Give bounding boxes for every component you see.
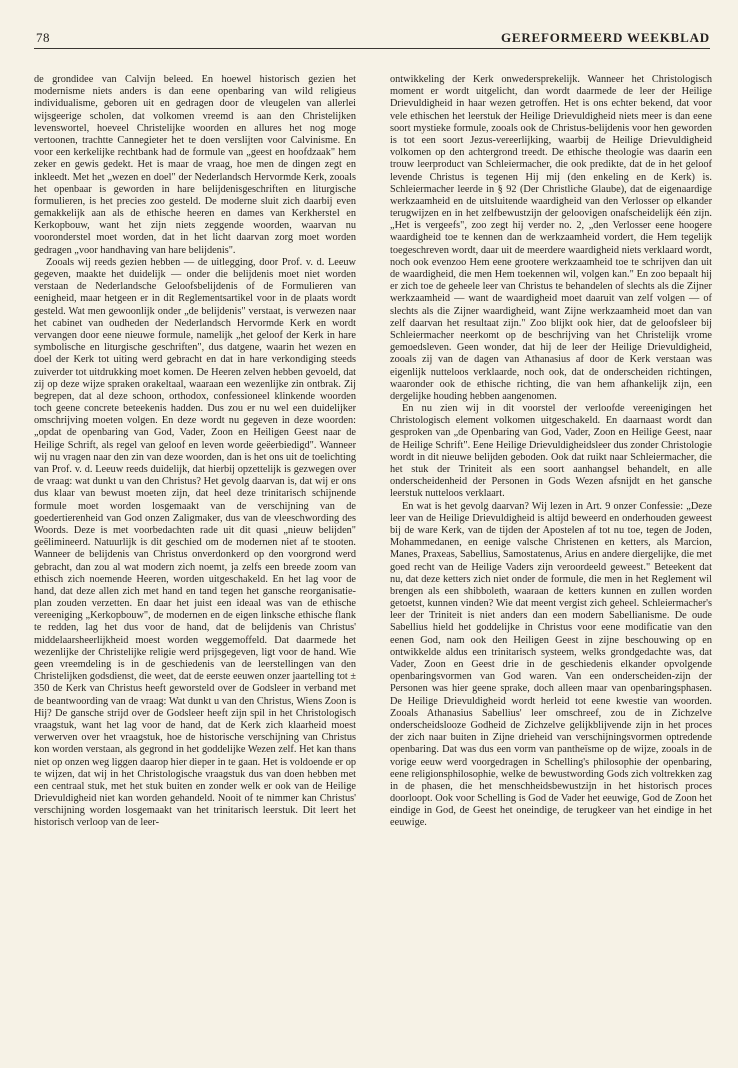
right-paragraph-2: En nu zien wij in dit voorstel der verloofde vereenigingen het Christologisch element volkomen uitgeschakeld. En daarnaast wordt dan gesproken van „de Openbaring van God, Vader, Zoon en Heilige Geest, naar de Heilige Schrift". Eene Heilige Drievuldigheidsleer dus zonder Christologie wordt in dit nieuwe belijden geboden. Ook dat ruikt naar Schleiermacher, die het stuk der Triniteit als een soort aanhangsel behandelt, en alle onderscheidenheid der Personen in Gods Wezen afsnijdt en het gansche leerstuk nutteloos verklaart. [390,403,712,500]
page [34,28,710,1038]
running-head: GEREFORMEERD WEEKBLAD [500,30,710,45]
page-number: 78 [36,30,50,45]
page-header [34,28,710,50]
header-rule [34,48,710,49]
right-column [390,74,712,830]
right-paragraph-1: ontwikkeling der Kerk onwedersprekelijk. Wanneer het Christologisch moment er wordt uitgelicht, dan wordt daarmede de leer der Heilige Drievuldigheid in haar wezen getroffen. Het is ons echter bekend, dat voor vele ethischen het leerstuk der Heilige Drievuldigheid niets meer is dan eene soort mystieke formule, zooals ook de Christus-belijdenis voor hen geworden is tot een soort Jezus-vereerlijking, waarbij de Heilige Drievuldigheid volkomen op den achtergrond treedt. De ethische theologie was daarin een trouw leerproduct van Schleiermacher, die ook predikte, dat de in het geloof levende Christus is tegenen Hij mij (den enkeling en de Kerk) is. Schleiermacher leerde in § 92 (Der Christliche Glaube), dat de eigenaardige werkzaamheid en de uitsluitende waardigheid van den Verlosser op elkander terugwijzen en in het zelfbewustzijn der geloovigen onafscheidelijk één zijn. „Het is vergeefs", zoo zegt hij verder no. 2, „den Verlosser eene hoogere waardigheid toe te kennen dan de werkzaamheid vordert, die Hem tegelijk toegeschreven wordt, daar uit de meerdere waardigheid niets verklaard wordt, noch ook evenzoo Hem eene grootere werkzaamheid toe te schrijven dan uit de waardigheid, die men Hem toekennen wil, volgen kan." En zoo bepaalt hij er zich toe de geheele leer van Christus te behandelen of slechts als die Zijner werkzaamheid — want de waardigheid moet daaruit van zelf volgen — of slechts als die Zijner waardigheid, want Zijne werkzaamheid moet dan van zelf daarvan het resultaat zijn." Zoo blijkt ook hier, dat de geloofsleer bij Schleiermacher neerkomt op de beschrijving van het Christelijk vrome gemoedsleven. Geen wonder, dat hij de leer der Heilige Drievuldigheid, zooals zij van de dagen van Athanasius af door de Kerk verstaan was eigenlijk nutteloos verklaarde, noch ook, dat de onderscheiden richtingen, waaronder ook de ethische richting, die van hem afhankelijk zijn, een dergelijke houding hebben aangenomen. [390,74,712,402]
left-paragraph-1: de grondidee van Calvijn beleed. En hoewel historisch gezien het modernisme niets anders is dan eene openbaring van wild religieus individualisme, geboren uit en gedragen door de vleugelen van allerlei wijsgeerige scholen, dat volkomen vreemd is aan den Christelijken levenswortel, hoeveel Christelijke woorden en allures het nog moge vertoonen, trachtte Cannegieter het te doen verslijten voor Calvinisme. En voor een kerkelijke rechtbank had de formule van „geest en hoofdzaak" hem zeker en gewis gedekt. Het is maar de vraag, hoe men de dingen zegt en inkleedt. Met het „wezen en doel" der Nederlandsch Hervormde Kerk, zooals het openbaar is geworden in hare belijdenisgeschriften en liturgische formulieren, is het precies zoo gesteld. De moderne sluit zich daarbij even gemakkelijk aan als de ethische heeren en dames van Kerkherstel en Kerkopbouw, want het zijn niets zeggende woorden, waarvan nu vooronderstel moet worden, dat in het licht daarvan zorg moet worden gedragen „voor handhaving van hare belijdenis". [34,74,356,256]
left-paragraph-2: Zooals wij reeds gezien hebben — de uitlegging, door Prof. v. d. Leeuw gegeven, maakte het duidelijk — onder die belijdenis moet niet worden verstaan de Nederlandsche Geloofsbelijdenis of de Formulieren van eenigheid, maar hetgeen er in dit Reglementsartikel voor in de plaats wordt gesteld. Wat men gewoonlijk onder „de belijdenis" verstaat, is verwezen naar het cabinet van oudheden der Nederlandsch Hervormde Kerk en wordt vervangen door eene nieuwe formule, namelijk „het geloof der Kerk in hare symbolische en liturgische geschriften", dus datgene, waarin het wezen en doel der Kerk tot uiting werd gebracht en dat in hare verkondiging steeds zuiverder tot uitdrukking moet komen. De Heeren zelven hebben gevoeld, dat zij op deze wijze spraken orakeltaal, waaraan een wezenlijke zin ontbrak. Zij begrepen, dat al deze schoon, orthodox, confessioneel klinkende woorden toch geene concrete beteekenis hadden. Dus zou er nu wel een duidelijker omschrijving moeten volgen. En deze wordt nu gegeven in deze woorden: „opdat de openbaring van God, Vader, Zoon en Heiligen Geest naar de Heilige Schrift, als regel van geloof en leven worde geëerbiedigd". Wanneer wij nu vragen naar den zin van deze woorden, dan is het ons uit de toelichting van Prof. v. d. Leeuw reeds duidelijk, dat hierbij opzettelijk is gezwegen over de vraag: wat dunkt u van den Christus? Het gevolg daarvan is, dat wij er ons dus klaar van bewust moeten zijn, dat heel deze trinitarisch schijnende formule moet worden losgemaakt van de verschijning van de goedertierenheid van God onzen Zaligmaker, dus van de vleeschwording des Woords. Deze is met voorbedachten rade uit dit quasi „nieuw belijden" geëlimineerd. Natuurlijk is dit geschied om de modernen niet af te stooten. Wanneer de belijdenis van Christus onverdonkerd op den voorgrond werd gebracht, dan zou al wat modern zich noemt, ja zelfs een breede zoom van ethisch zich noemende Heeren, worden uitgeschakeld. En het lag voor de hand, dat deze allen zich met hand en tand tegen het gansche reorganisatie-plan zouden verzetten. En daar het juist een ideaal was van de ethische vereeniging „Kerkopbouw", de modernen en de eigen linksche ethische flank te redden, lag het dus voor de hand, dat de belijdenis van Christus' middelaarsheerlijkheid moest worden weggemoffeld. Dat daarmede het wezenlijke der Christelijke religie werd prijsgegeven, ligt voor de hand. Wie geen vreemdeling is in de geschiedenis van de leerstellingen van den Christelijken godsdienst, die weet, dat de eerste eeuwen onzer jaartelling tot ± 350 de Kerk van Christus heeft geworsteld over de Godsleer in verband met de beantwoording van de vraag: Wat dunkt u van den Christus, Wiens Zoon is Hij? De gansche strijd over de Godsleer heeft zijn spil in het Christologisch vraagstuk, want het lag voor de hand, dat de Kerk zich klaarheid moest verwerven over het vraagstuk, hoe de historische verschijning van Christus kon worden verstaan, als gegrond in het goddelijke Wezen zelf. Het kan thans niet op onzen weg liggen daarop hier dieper in te gaan. Het is voldoende er op te wijzen, dat wij in het Christologische vraagstuk dus van doen hebben met een centraal stuk, met het stuk buiten en zonder welk er ook van de Heilige Drievuldigheid niet kan worden gehandeld. Nooit of te nimmer kan Christus' verschijning worden losgemaakt van het trinitarisch leerstuk. Dit leert het historisch verloop van de leer- [34,256,356,829]
right-paragraph-3: En wat is het gevolg daarvan? Wij lezen in Art. 9 onzer Confessie: „Deze leer van de Heilige Drievuldigheid is altijd beweerd en onderhouden geweest bij de ware Kerk, van de tijden der Apostelen af tot nu toe, tegen de Joden, Mohammedanen, en eenige valsche Christenen en ketters, als Marcion, Manes, Praxeas, Sabellius, Samostatenus, Arius en andere diergelijke, die met goed recht van de Heilige Vaders zijn veroordeeld geweest." Beteekent dat nu, dat deze ketters zich niet onder de formule, die men in het Reglement wil brengen als een shibboleth, waaraan de ketters kunnen en zullen worden getoetst, kunnen vinden? Wie dat meent vergist zich geheel. Schleiermacher's leer der Triniteit is niet anders dan een modern Sabellianisme. De oude Sabellius hield het goddelijke in Christus voor eene modificatie van den eenen God, nam ook den Heiligen Geest in zijne beschouwing op en ontwikkelde aldus een trinitarisch systeem, welks grondgedachte was, dat Vader, Zoon en Geest drie in de geschiedenis elkander opvolgende openbaringsvormen van God waren. Van een onderscheiden-zijn der Personen was hier geene sprake, doch alleen maar van openbaringsphasen. De Heilige Drievuldigheid wordt herleid tot eene kwestie van woorden. Zooals Athanasius Sabellius' leer omschreef, zou de in Zichzelve onderscheidslooze Godheid de Zichzelve gelijkblijvende zijn in het proces der zich naar buiten in Zijne drieheid van verschijningsvormen optredende openbaring. Dat was dus een vorm van pantheïsme op de wijze, zooals in de vorige eeuw werd voorgedragen in Schelling's philosophie der openbaring, eene religionsphilosophie, welke de bewustwording Gods zich voltrekken zag in de phasen, die het menschheidsbewustzijn in het historisch proces doorloopt. Ook voor Schelling is God de Vader het eeuwige, God de Zoon het eindige in God, de Geest het oneindige, de terugkeer van het eindige in het eeuwige. [390,500,712,829]
left-column [34,74,356,830]
